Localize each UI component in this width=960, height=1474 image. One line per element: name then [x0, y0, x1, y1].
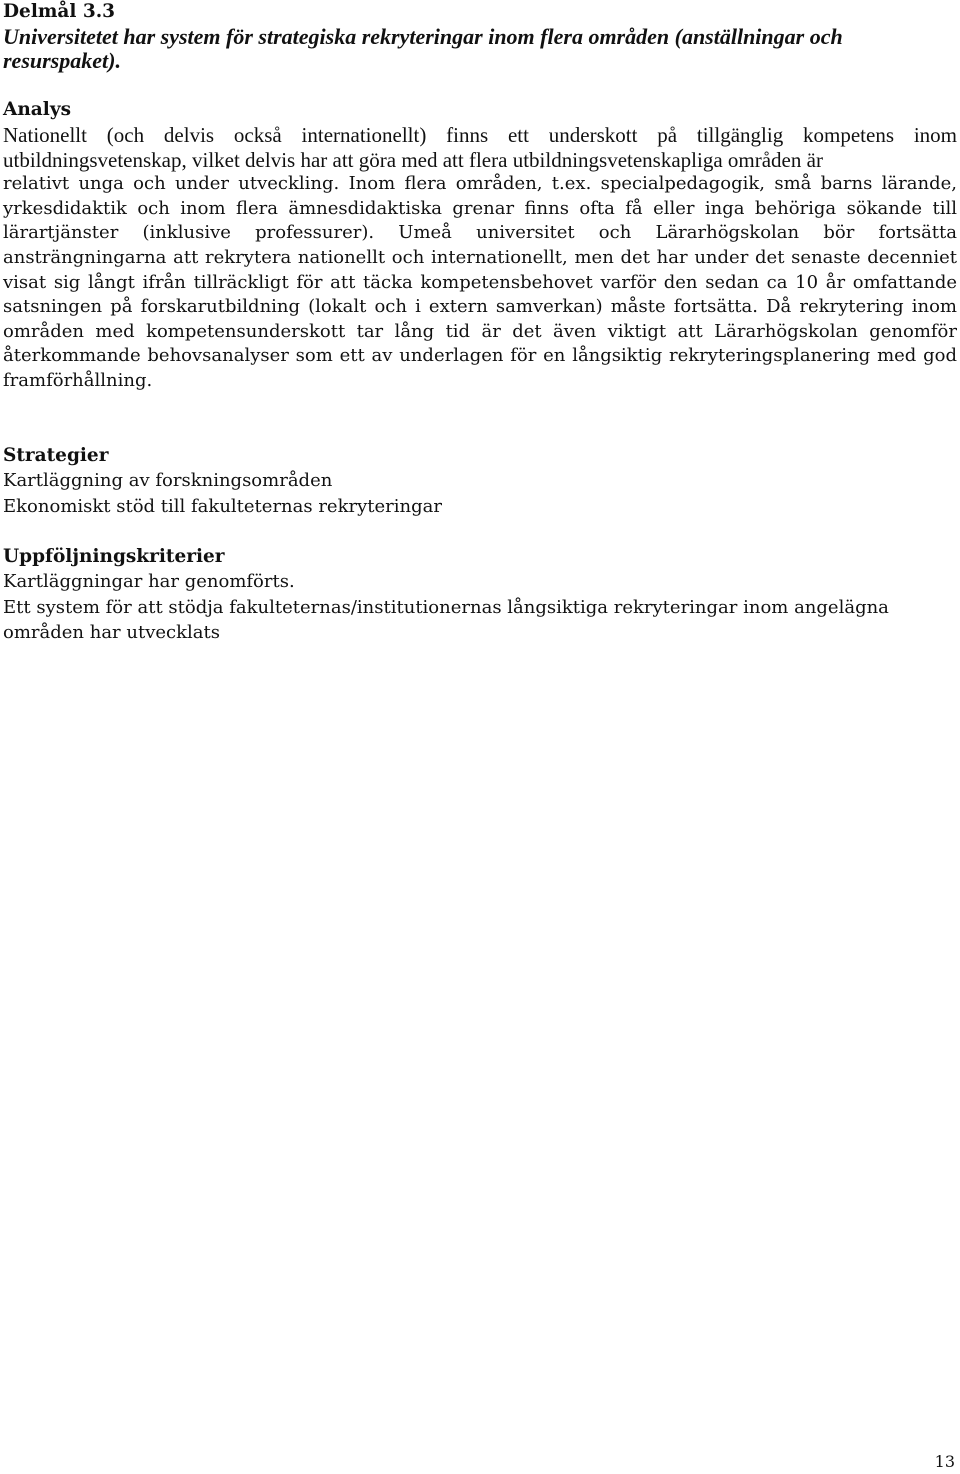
followup-item: Ett system för att stödja fakulteternas/institutionernas långsiktiga rekryteringar inom angelägna områden har utvecklats	[3, 596, 889, 644]
followup-heading: Uppföljningskriterier	[3, 545, 225, 567]
goal-statement: Universitetet har system för strategiska rekryteringar inom flera områden (anställningar och resurspaket).	[3, 23, 843, 74]
goal-title: Delmål 3.3	[3, 1, 116, 22]
page-number: 13	[934, 1452, 955, 1471]
analysis-heading: Analys	[3, 99, 71, 121]
analysis-lead-paragraph: Nationellt (och delvis också internationellt) finns ett underskott på tillgänglig kompetens inom utbildningsvetenskap, vilket delvis har att göra med att flera utbildningsvetenskapliga områden är	[3, 122, 957, 172]
followup-item: Kartläggningar har genomförts.	[3, 571, 295, 593]
analysis-paragraph: relativt unga och under utveckling. Inom flera områden, t.ex. specialpedagogik, små barns lärande, yrkesdidaktik och inom flera ämnesdidaktiska grenar finns ofta få eller inga behöriga sökande till lärartjänster (inklusive professurer). Umeå universitet och Lärarhögskolan bör fortsätta ansträngningarna att rekrytera nationellt och internationellt, men det har under det senaste decenniet visat sig långt ifrån tillräckligt för att täcka kompetensbehovet varför den sedan ca 10 år omfattande satsningen på forskarutbildning (lokalt och i extern samverkan) måste fortsätta. Då rekrytering inom områden med kompetensunderskott tar lång tid är det även viktigt att Lärarhögskolan genomför återkommande behovsanalyser som ett av underlagen för en långsiktig rekryteringsplanering med god framförhållning.	[3, 173, 957, 391]
strategy-item: Ekonomiskt stöd till fakulteternas rekryteringar	[3, 495, 442, 517]
spacer	[3, 74, 957, 99]
spacer	[3, 418, 957, 443]
spacer	[3, 394, 957, 419]
strategy-item: Kartläggning av forskningsområden	[3, 470, 333, 492]
document-page	[3, 0, 957, 646]
strategies-heading: Strategier	[3, 444, 109, 466]
spacer	[3, 519, 957, 544]
